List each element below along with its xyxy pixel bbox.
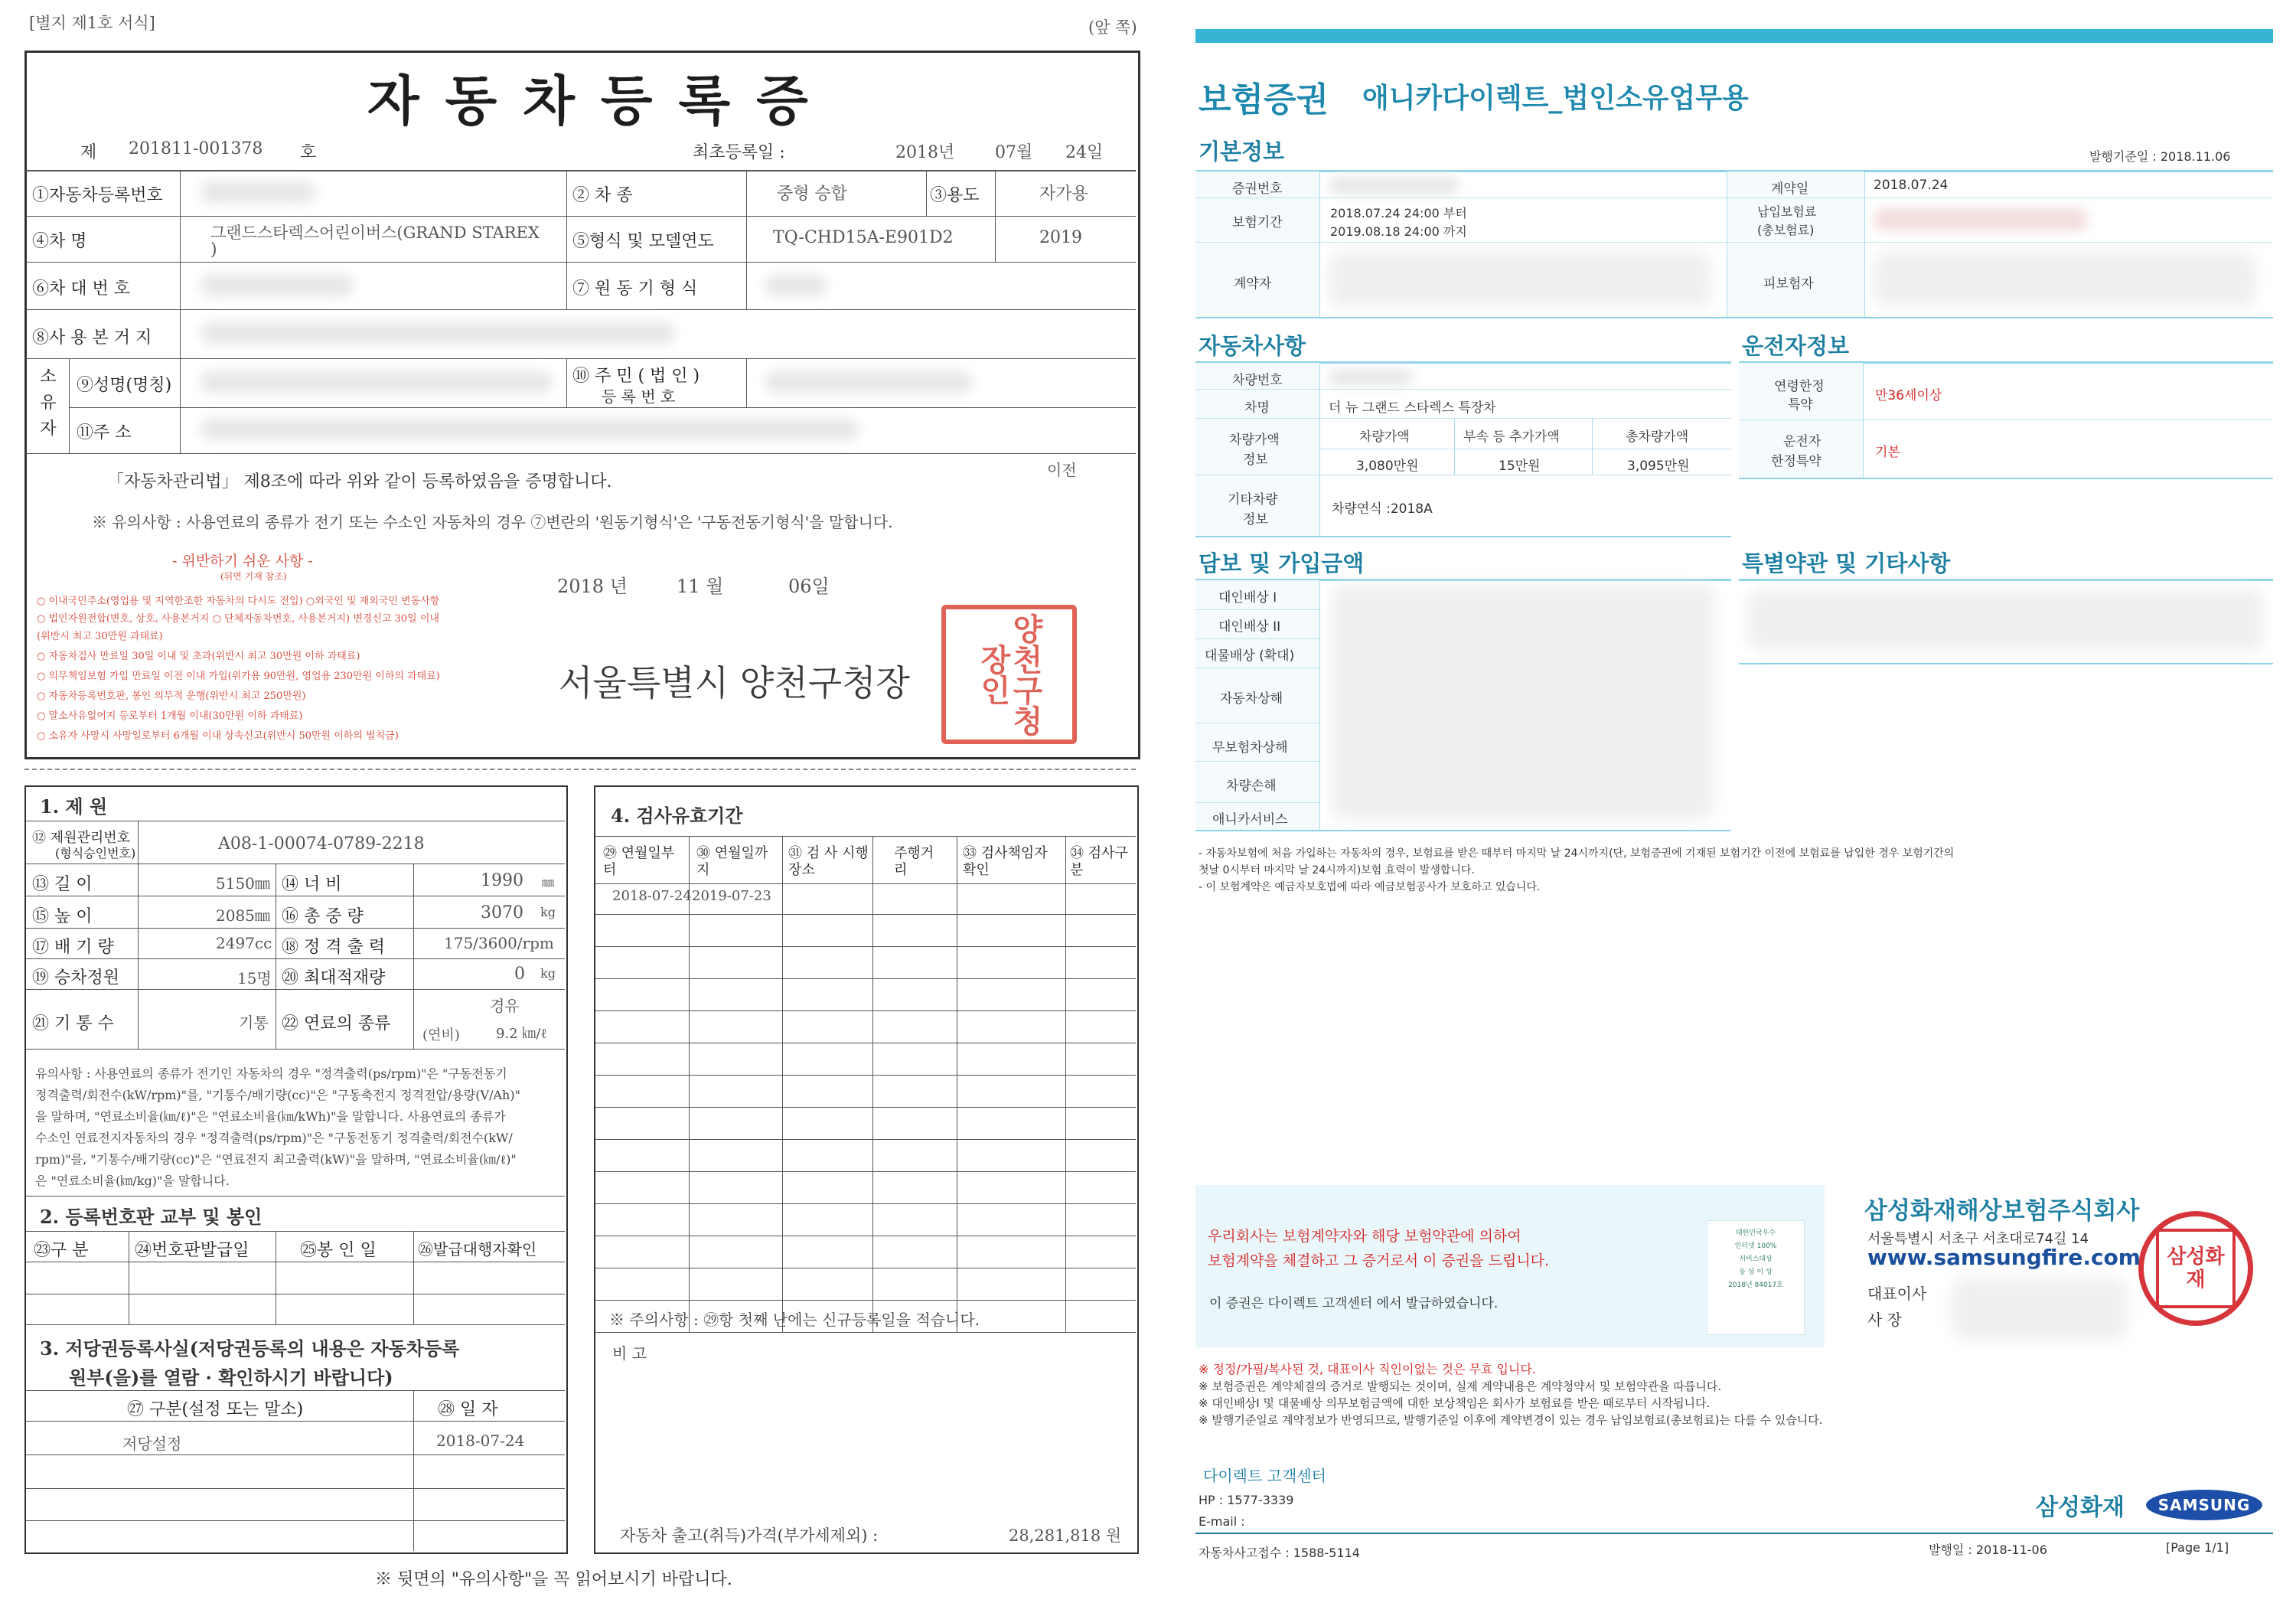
redacted-base bbox=[201, 322, 675, 344]
stamp-line: 서비스대상 bbox=[1739, 1255, 1773, 1263]
first-reg-year: 2018년 bbox=[895, 143, 955, 162]
load-value: 0 bbox=[514, 965, 525, 984]
form-label: [별지 제1호 서식] bbox=[29, 14, 155, 32]
width-label: ⑭ 너 비 bbox=[282, 875, 342, 894]
coverage-item: 자동차상해 bbox=[1220, 691, 1283, 707]
brand-kr: 삼성화재 bbox=[2036, 1494, 2125, 1521]
number-prefix: 제 bbox=[80, 143, 97, 162]
redacted-id bbox=[765, 371, 972, 393]
premium-label2: (총보험료) bbox=[1757, 223, 1815, 237]
vehicle-price-label2: 정보 bbox=[1243, 452, 1268, 468]
violation-item: ○ 이내국민주소(영업용 및 지역한조한 자동차의 다시도 전입) ○외국인 및 재외국민 변동사항 bbox=[37, 596, 440, 607]
addr-label: ⑪주 소 bbox=[77, 423, 132, 442]
inspection-title: 4. 검사유효기간 bbox=[611, 805, 743, 827]
ceo-label: 대표이사 bbox=[1867, 1285, 1927, 1303]
form-year-label: ⑤형식 및 모델연도 bbox=[572, 232, 714, 251]
violation-item: ○ 소유자 사망시 사망일로부터 6개월 이내 상속신고(위반시 50만원 이하의 벌칙금) bbox=[37, 730, 399, 742]
val-extra: 15만원 bbox=[1499, 459, 1541, 474]
lien-title2: 원부(을)를 열람 · 확인하시기 바랍니다) bbox=[69, 1366, 393, 1389]
insp-col-mileage: 주행거리 bbox=[894, 845, 934, 878]
company-seal-text: 삼성화재 bbox=[2156, 1229, 2236, 1308]
violation-item: ○ 법인자원전합(변호, 상호, 사용본거지 ○ 단체자동차번호, 사용본거지) 변경신고 30일 이내 bbox=[37, 613, 439, 625]
special-title: 특별약관 및 기타사항 bbox=[1742, 550, 1951, 576]
vehicle-other-label: 기타차량 bbox=[1228, 492, 1278, 508]
power-label: ⑱ 정 격 출 력 bbox=[282, 938, 385, 957]
stamp-line: 대한민국우수 bbox=[1735, 1229, 1776, 1237]
period-line1: 2018.07.24 24:00 부터 bbox=[1330, 206, 1467, 220]
col-extra: 부속 등 추가가액 bbox=[1463, 429, 1560, 445]
redacted-coverage bbox=[1332, 585, 1714, 819]
insp-notice: ※ 주의사항 : ㉙항 첫째 난에는 신규등록일을 적습니다. bbox=[609, 1311, 980, 1329]
redacted-addr bbox=[201, 418, 859, 441]
redacted-insured bbox=[1874, 253, 2256, 306]
violation-item: ○ 자동차등록번호판, 봉인 의무적 운행(위반시 최고 250만원) bbox=[37, 690, 306, 702]
violations-title: - 위반하기 쉬운 사항 - bbox=[172, 553, 313, 570]
insurance-title: 보험증권 bbox=[1199, 80, 1329, 119]
stamp-line: 인터넷 100% bbox=[1734, 1242, 1777, 1250]
side-label: (앞 쪽) bbox=[1088, 18, 1137, 37]
engine-label: ⑦ 원 동 기 형 식 bbox=[572, 279, 698, 299]
stamp-line: 동 상 이 상 bbox=[1739, 1268, 1773, 1276]
cyl-label: ㉑ 기 통 수 bbox=[32, 1014, 114, 1033]
contractor-label: 계약자 bbox=[1234, 276, 1272, 292]
load-unit: kg bbox=[540, 966, 556, 981]
driver-value: 기본 bbox=[1875, 445, 1900, 460]
violations-sub: (뒤면 기재 참조) bbox=[220, 571, 287, 582]
redacted-contractor bbox=[1329, 253, 1711, 306]
length-label: ⑬ 길 이 bbox=[32, 875, 93, 894]
disp-value: 2497cc bbox=[216, 934, 272, 952]
chassis-label: ⑥차 대 번 호 bbox=[32, 279, 130, 299]
plate-col-seal: ㉕봉 인 일 bbox=[300, 1241, 377, 1260]
coverage-item: 애니카서비스 bbox=[1212, 812, 1288, 828]
cyl-value: 기통 bbox=[239, 1014, 269, 1032]
samsung-logo-icon: SAMSUNG bbox=[2146, 1490, 2262, 1520]
insurance-product: 애니카다이렉트_법인소유업무용 bbox=[1362, 83, 1749, 114]
coverage-item: 대인배상 II bbox=[1218, 619, 1281, 635]
premium-label: 납입보험료 bbox=[1757, 204, 1817, 219]
plate-col-kind: ㉓구 분 bbox=[34, 1241, 89, 1260]
coverage-item: 무보험차상해 bbox=[1212, 740, 1288, 756]
plate-col-issue: ㉔번호판발급일 bbox=[135, 1241, 249, 1260]
redacted-premium bbox=[1874, 208, 2088, 231]
redacted-name bbox=[201, 371, 553, 393]
email-label: E-mail : bbox=[1199, 1514, 1245, 1529]
period-line2: 2019.08.18 24:00 까지 bbox=[1330, 224, 1467, 239]
warn-line: ※ 발행기준일로 계약정보가 반영되므로, 발행기준일 이후에 계약변경이 있는 경우 납입보험료(총보험료)는 다를 수 있습니다. bbox=[1199, 1413, 1823, 1427]
violation-item: ○ 말소사유없어지 등로부터 1개월 이내(30만원 이하 과태료) bbox=[37, 710, 303, 722]
issue-year: 2018 년 bbox=[557, 576, 628, 597]
warn-red: ※ 정정/가필/복사된 것, 대표이사 직인이없는 것은 무효 입니다. bbox=[1199, 1362, 1536, 1376]
issuer-name: 서울특별시 양천구청장 bbox=[559, 662, 910, 704]
load-label: ⑳ 최대적재량 bbox=[282, 968, 386, 988]
age-label: 연령한정 bbox=[1774, 379, 1825, 394]
driver-label2: 한정특약 bbox=[1771, 454, 1821, 469]
redacted-policy bbox=[1329, 176, 1459, 194]
ceo-label2: 사 장 bbox=[1867, 1311, 1902, 1329]
use-label: ③용도 bbox=[930, 186, 980, 205]
policy-label: 증권번호 bbox=[1232, 181, 1283, 197]
center-title: 다이렉트 고객센터 bbox=[1203, 1467, 1326, 1485]
redacted-ceo bbox=[1952, 1278, 2128, 1340]
price-label: 자동차 출고(취득)가격(부가세제외) : bbox=[620, 1526, 879, 1545]
spec-note-line: 유의사항 : 사용연료의 종류가 전기인 자동차의 경우 "정격출력(ps/rpm)"은 "구동전동기 bbox=[35, 1066, 507, 1081]
id-label2: 등 록 번 호 bbox=[602, 387, 676, 406]
confirm-line1: 우리회사는 보험계약자와 해당 보험약관에 의하여 bbox=[1208, 1228, 1521, 1245]
vehicle-other-value: 차량연식 :2018A bbox=[1332, 501, 1433, 517]
plate-title: 2. 등록번호판 교부 및 봉인 bbox=[40, 1206, 263, 1228]
page-indicator: [Page 1/1] bbox=[2166, 1540, 2229, 1555]
vehicle-plate-label: 차량번호 bbox=[1232, 373, 1283, 388]
val-price: 3,080만원 bbox=[1356, 459, 1419, 474]
height-label: ⑮ 높 이 bbox=[32, 907, 93, 926]
coverage-item: 대물배상 (확대) bbox=[1205, 648, 1295, 664]
mgmt-label2: (형식승인번호) bbox=[55, 846, 136, 860]
eff-value: 9.2 ㎞/ℓ bbox=[496, 1026, 548, 1042]
model-name-cont: ) bbox=[210, 240, 217, 260]
spec-note-line: 수소인 연료전지자동차의 경우 "정격출력(ps/rpm)"은 "구동전동기 정격출력/회전수(kW/ bbox=[35, 1131, 513, 1145]
base-label: ⑧사 용 본 거 지 bbox=[32, 328, 152, 348]
accident-label: 자동차사고접수 : 1588-5114 bbox=[1199, 1546, 1360, 1560]
warn-line: ※ 대인배상I 및 대물배상 의무보험금액에 대한 보상책임은 회사가 보험료를 받은 때로부터 시작됩니다. bbox=[1199, 1396, 1711, 1410]
weight-value: 3070 bbox=[481, 903, 523, 922]
length-value: 5150㎜ bbox=[216, 874, 270, 893]
issue-footer: 발행일 : 2018-11-06 bbox=[1929, 1543, 2047, 1557]
contract-date-label: 계약일 bbox=[1771, 181, 1809, 197]
insurance-note: 첫날 0시부터 마지막 날 24시까지)보험 효력이 발생합니다. bbox=[1199, 864, 1475, 877]
spec-note-line: 을 말하며, "연료소비율(㎞/ℓ)"은 "연료소비율(㎞/kWh)"을 말합니다. 사용연료의 종류가 bbox=[35, 1109, 506, 1124]
issue-day: 06일 bbox=[788, 576, 830, 597]
lien-row-kind: 저당설정 bbox=[122, 1435, 182, 1453]
company-name: 삼성화재해상보험주식회사 bbox=[1864, 1197, 2140, 1225]
basic-info-title: 기본정보 bbox=[1199, 139, 1285, 165]
redacted-plate bbox=[1329, 369, 1413, 386]
vehicle-title: 자동차사항 bbox=[1199, 333, 1306, 359]
coverage-item: 대인배상 I bbox=[1218, 590, 1277, 606]
redacted-engine bbox=[765, 274, 827, 297]
registration-footer: ※ 뒷면의 "유의사항"을 꼭 읽어보시기 바랍니다. bbox=[375, 1570, 732, 1589]
lien-col-date: ㉘ 일 자 bbox=[438, 1400, 498, 1419]
insp-col-to: ㉚ 연월일까지 bbox=[696, 845, 768, 878]
cert-text: 「자동차관리법」 제8조에 따라 위와 같이 등록하였음을 증명합니다. bbox=[107, 472, 612, 491]
id-label: ⑩ 주 민 ( 법 인 ) bbox=[572, 367, 700, 386]
height-value: 2085㎜ bbox=[216, 906, 270, 925]
col-price: 차량가액 bbox=[1359, 429, 1410, 445]
driver-label: 운전자 bbox=[1783, 434, 1821, 449]
company-web: www.samsungfire.com bbox=[1867, 1245, 2141, 1270]
name-label: ⑨성명(명칭) bbox=[77, 376, 172, 395]
violation-item: (위반시 최고 30만원 과태료) bbox=[37, 631, 163, 642]
weight-label: ⑯ 총 중 량 bbox=[282, 907, 364, 926]
violation-item: ○ 자동차검사 만료일 30일 이내 및 초과(위반시 최고 30만원 이하 과태료) bbox=[37, 651, 360, 662]
model-name-value: 그랜드스타렉스어린이버스(GRAND STAREX bbox=[210, 224, 540, 242]
fuel-label: ㉒ 연료의 종류 bbox=[282, 1014, 391, 1033]
width-value: 1990 bbox=[481, 871, 523, 890]
insurance-note: - 자동차보험에 처음 가입하는 자동차의 경우, 보험료를 받은 때부터 마지막 날 24시까지(단, 보험증권에 기재된 보험기간 이전에 보험료를 납입한 경우 보험기간의 bbox=[1199, 847, 1955, 860]
coverage-title: 담보 및 가입금액 bbox=[1199, 550, 1365, 576]
number-suffix: 호 bbox=[300, 143, 317, 162]
eff-label: (연비) bbox=[422, 1027, 460, 1043]
registration-number: 201811-001378 bbox=[129, 139, 263, 158]
top-accent-bar bbox=[1195, 29, 2273, 43]
issue-month: 11 월 bbox=[677, 576, 724, 597]
mgmt-value: A08-1-00074-0789-2218 bbox=[218, 834, 425, 854]
reg-no-label: ①자동차등록번호 bbox=[32, 186, 163, 205]
official-seal-icon: 양천구청장인 bbox=[941, 605, 1077, 744]
model-name-label: ④차 명 bbox=[32, 232, 87, 251]
insp-col-place: ㉛ 검 사 시행장소 bbox=[788, 845, 869, 878]
spec-note-line: 정격출력/회전수(kW/rpm)"를, "기통수/배기량(cc)"은 "구동축전지 정격전압/용량(V/Ah)" bbox=[35, 1088, 520, 1102]
fuel-value: 경유 bbox=[490, 997, 520, 1015]
insp-col-from: ㉙ 연월일부터 bbox=[603, 845, 675, 878]
redacted-special bbox=[1748, 589, 2264, 651]
first-reg-month: 07월 bbox=[995, 143, 1033, 162]
redacted-reg-no bbox=[201, 181, 315, 204]
insured-label: 피보험자 bbox=[1763, 276, 1814, 292]
form-value: TQ-CHD15A-E901D2 bbox=[773, 228, 954, 247]
insp-remark: 비 고 bbox=[612, 1344, 647, 1363]
type-value: 중형 승합 bbox=[777, 184, 848, 204]
driver-title: 운전자정보 bbox=[1742, 333, 1850, 359]
specs-title: 1. 제 원 bbox=[40, 795, 108, 818]
spec-note-line: rpm)"를, "기통수/배기량(cc)"은 "연료전지 최고출력(kW)"을 말하며, "연료소비율(㎞/ℓ)" bbox=[35, 1152, 517, 1167]
age-label2: 특약 bbox=[1788, 397, 1813, 413]
fuel-notice: ※ 유의사항 : 사용연료의 종류가 전기 또는 수소인 자동차의 경우 ⑦변란의 '원동기형식'은 '구동전동기형식'을 말합니다. bbox=[92, 513, 893, 531]
age-value: 만36세이상 bbox=[1875, 388, 1942, 403]
transfer-label: 이전 bbox=[1047, 461, 1077, 479]
year-value: 2019 bbox=[1039, 228, 1082, 247]
coverage-item: 차량손해 bbox=[1226, 779, 1277, 794]
award-stamp bbox=[1707, 1220, 1805, 1335]
plate-col-agent: ㉖발급대행자확인 bbox=[418, 1240, 537, 1259]
vehicle-price-label: 차량가액 bbox=[1229, 433, 1280, 448]
seats-label: ⑲ 승차정원 bbox=[32, 968, 120, 988]
warn-line: ※ 보험증권은 계약체결의 증거로 발행되는 것이며, 실제 계약내용은 계약청약서 및 보험약관을 따릅니다. bbox=[1199, 1379, 1722, 1393]
type-label: ② 차 종 bbox=[572, 186, 633, 205]
weight-unit: kg bbox=[540, 905, 556, 919]
lien-col-kind: ㉗ 구분(설정 또는 말소) bbox=[127, 1400, 304, 1419]
insp-col-check: ㉝ 검사책임자 확인 bbox=[963, 845, 1048, 878]
confirm-line2: 보험계약을 체결하고 그 증거로서 이 증권을 드립니다. bbox=[1208, 1252, 1550, 1269]
price-value: 28,281,818 원 bbox=[1009, 1526, 1122, 1545]
vehicle-name-label: 차명 bbox=[1244, 400, 1270, 416]
contract-date-value: 2018.07.24 bbox=[1874, 178, 1949, 193]
first-reg-label: 최초등록일 : bbox=[693, 143, 785, 162]
page-title: 자동차등록증 bbox=[367, 69, 834, 132]
width-unit: ㎜ bbox=[542, 875, 555, 890]
seats-value: 15명 bbox=[237, 969, 272, 988]
company-addr: 서울특별시 서초구 서초대로74길 14 bbox=[1867, 1231, 2089, 1247]
insp-row-from: 2018-07-24 bbox=[612, 888, 692, 904]
hp-label: HP : 1577-3339 bbox=[1199, 1493, 1294, 1507]
col-total: 총차량가액 bbox=[1626, 429, 1689, 445]
insp-row-to: 2019-07-23 bbox=[692, 888, 771, 904]
mgmt-label: ⑫ 제원관리번호 bbox=[32, 830, 131, 846]
lien-title: 3. 저당권등록사실(저당권등록의 내용은 자동차등록 bbox=[40, 1337, 460, 1360]
violation-item: ○ 의무책임보험 가입 만료일 이전 이내 가입(위가용 90만원, 영업용 230만원 이하의 과태료) bbox=[37, 671, 440, 682]
disp-label: ⑰ 배 기 량 bbox=[32, 938, 114, 957]
first-reg-day: 24일 bbox=[1065, 143, 1104, 162]
period-label: 보험기간 bbox=[1232, 215, 1283, 230]
use-value: 자가용 bbox=[1039, 184, 1088, 204]
vehicle-other-label2: 정보 bbox=[1243, 512, 1268, 527]
vehicle-name-value: 더 뉴 그랜드 스타렉스 특장차 bbox=[1329, 400, 1496, 416]
val-total: 3,095만원 bbox=[1627, 459, 1690, 474]
spec-note-line: 은 "연료소비율(㎞/kg)"을 말합니다. bbox=[35, 1174, 230, 1188]
insp-col-kind: ㉞ 검사구분 bbox=[1070, 845, 1128, 878]
issued-at: 이 증권은 다이렉트 고객센터 에서 발급하였습니다. bbox=[1209, 1296, 1499, 1311]
owner-side-label: 소유자 bbox=[40, 367, 57, 439]
insurance-note: - 이 보험계약은 예금자보호법에 따라 예금보험공사가 보호하고 있습니다. bbox=[1199, 881, 1541, 893]
company-seal-icon bbox=[2138, 1211, 2253, 1326]
redacted-chassis bbox=[201, 274, 354, 297]
lien-row-date: 2018-07-24 bbox=[436, 1432, 525, 1450]
issue-date-label: 발행기준일 : 2018.11.06 bbox=[2089, 149, 2231, 164]
power-value: 175/3600/rpm bbox=[444, 934, 554, 952]
stamp-line: 2018년 84017호 bbox=[1728, 1281, 1783, 1289]
